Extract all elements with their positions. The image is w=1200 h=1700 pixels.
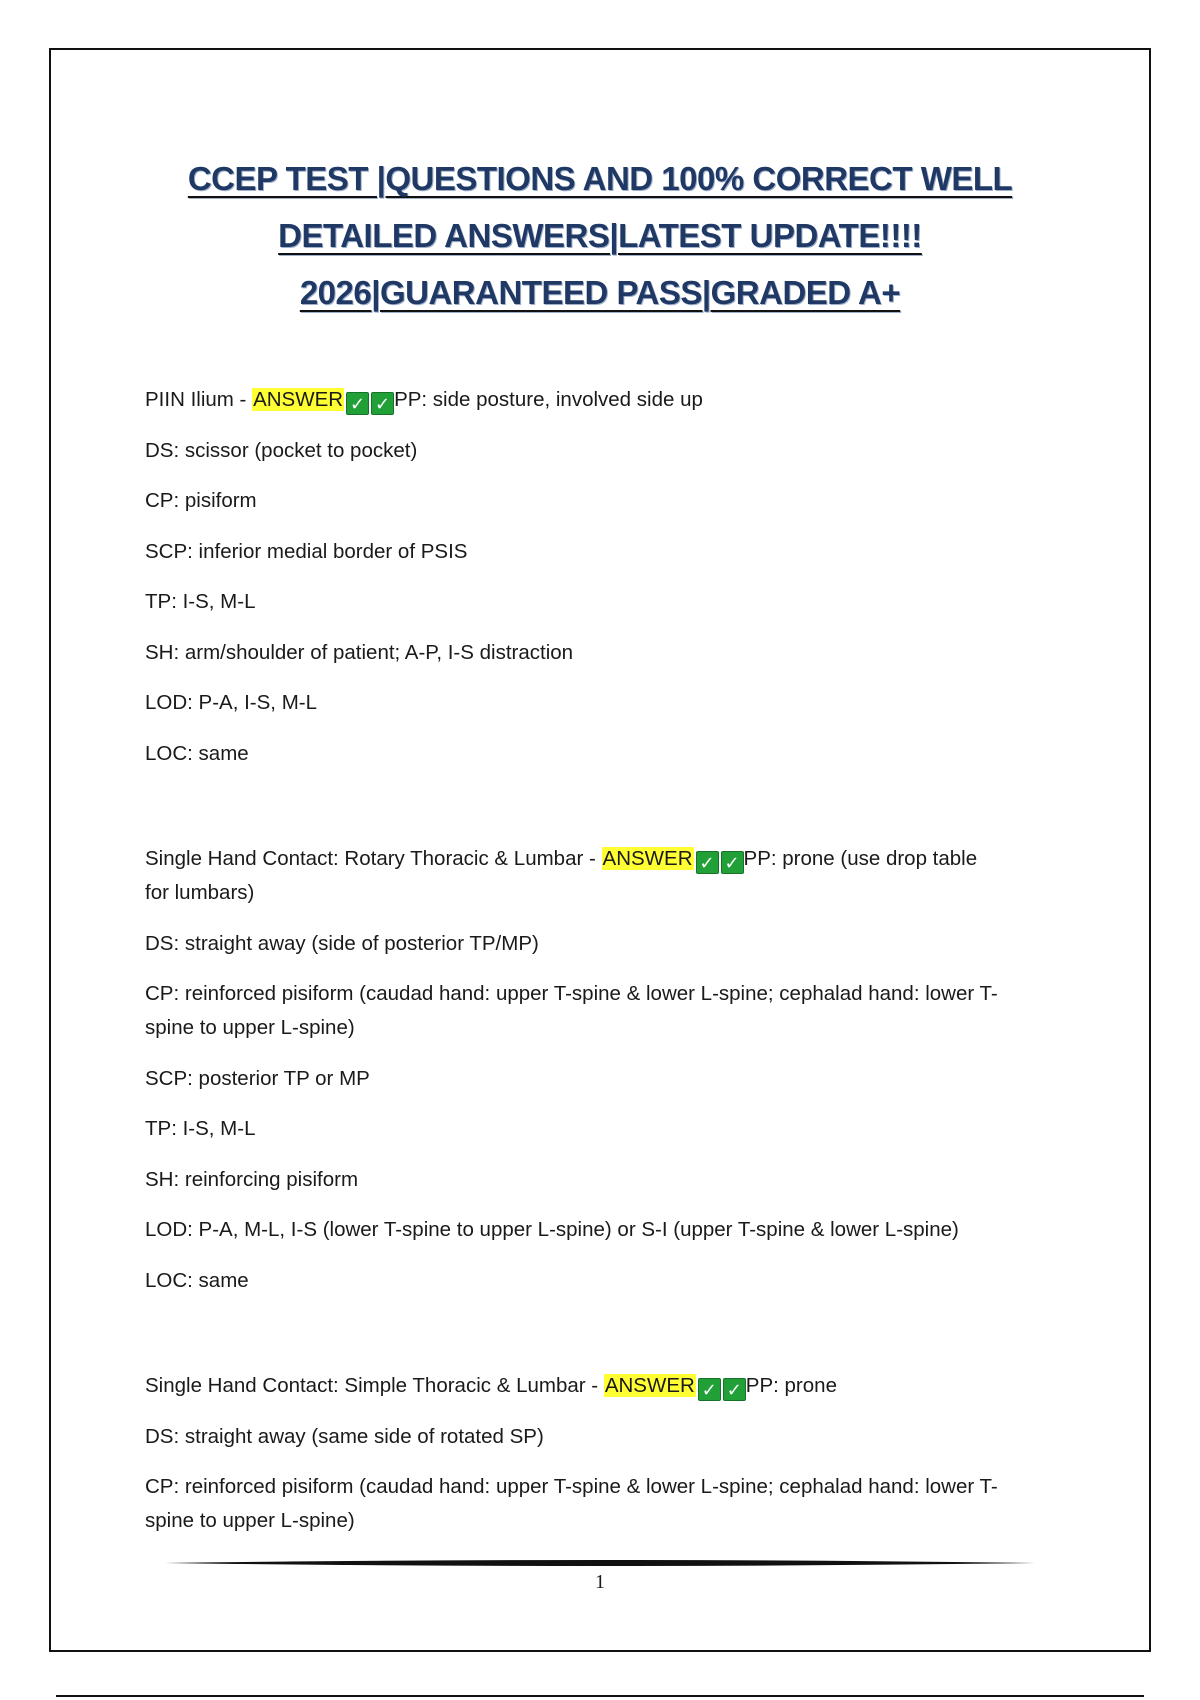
entry-2-answer-cont: for lumbars) [145, 881, 255, 904]
entry-1-detail: SH: arm/shoulder of patient; A-P, I-S distraction [145, 640, 574, 664]
next-page-edge [56, 1695, 1144, 1697]
entry-2-question-line [145, 842, 1045, 910]
entry-2-detail: SH: reinforcing pisiform [145, 1167, 359, 1191]
entry-2-detail: DS: straight away (side of posterior TP/MP) [145, 931, 539, 955]
entry-1-detail: SCP: inferior medial border of PSIS [145, 539, 468, 563]
entry-2-detail: CP: reinforced pisiform (caudad hand: upper T-spine & lower L-spine; cephalad hand: lower T-spine to upper L-spine) [145, 982, 998, 1039]
entry-3-question: Single Hand Contact: Simple Thoracic & Lumbar - [145, 1374, 604, 1397]
entry-3-question-line [145, 1369, 1045, 1403]
answer-highlight: ANSWER [253, 388, 344, 411]
entry-2-detail: LOC: same [145, 1268, 249, 1292]
entry-2-answer: PP: prone (use drop table [743, 847, 978, 870]
entry-2-question: Single Hand Contact: Rotary Thoracic & Lumbar - [145, 847, 602, 870]
entry-1-detail: LOC: same [145, 741, 249, 765]
check-icon: ✓ [698, 1378, 721, 1401]
check-icon: ✓ [723, 1378, 746, 1401]
check-icon: ✓ [346, 392, 369, 415]
document-body [145, 383, 1045, 1555]
entry-3-answer: PP: prone [745, 1374, 837, 1397]
document-title [100, 150, 1100, 321]
entry-2-detail: LOD: P-A, M-L, I-S (lower T-spine to upper L-spine) or S-I (upper T-spine & lower L-spine) [145, 1218, 959, 1241]
entry-1-detail: TP: I-S, M-L [145, 590, 256, 613]
entry-3-detail: DS: straight away (same side of rotated SP) [145, 1424, 544, 1448]
entry-spacer [145, 1314, 1045, 1369]
footer-rule [165, 1559, 1035, 1567]
entry-1-detail: DS: scissor (pocket to pocket) [145, 438, 418, 462]
entry-1-question-line [145, 383, 1045, 417]
page-number: 1 [595, 1571, 605, 1593]
answer-highlight: ANSWER [604, 1374, 695, 1397]
entry-1-detail: CP: pisiform [145, 489, 257, 512]
answer-highlight: ANSWER [602, 847, 693, 870]
entry-1-question: PIIN Ilium - [145, 388, 253, 411]
title-line-3: 2026|GUARANTEED PASS|GRADED A+ [299, 274, 901, 311]
check-icon: ✓ [721, 851, 744, 874]
check-icon: ✓ [371, 392, 394, 415]
title-line-1: CCEP TEST |QUESTIONS AND 100% CORRECT WELL [187, 160, 1013, 197]
entry-2-detail: TP: I-S, M-L [145, 1117, 256, 1140]
entry-3-detail: CP: reinforced pisiform (caudad hand: upper T-spine & lower L-spine; cephalad hand: lower T-spine to upper L-spine) [145, 1475, 998, 1532]
entry-1-answer: PP: side posture, involved side up [394, 388, 703, 411]
title-line-2: DETAILED ANSWERS|LATEST UPDATE!!!! [278, 217, 922, 254]
check-icon: ✓ [696, 851, 719, 874]
entry-spacer [145, 787, 1045, 842]
entry-1-detail: LOD: P-A, I-S, M-L [145, 691, 317, 714]
entry-2-detail: SCP: posterior TP or MP [145, 1066, 370, 1090]
